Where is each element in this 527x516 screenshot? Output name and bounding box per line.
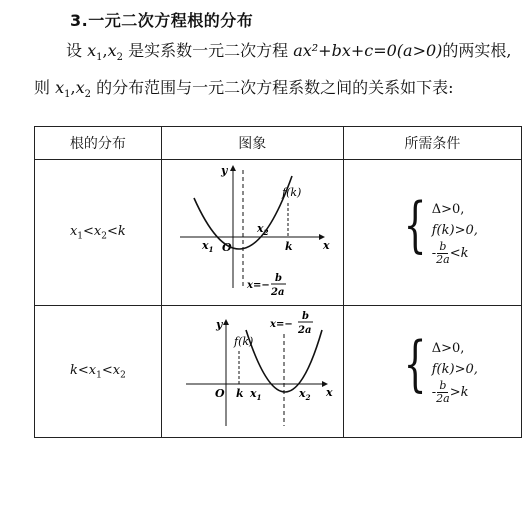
table-row <box>35 160 522 306</box>
intro-comma: , <box>102 41 108 60</box>
y-label: y <box>215 318 223 331</box>
section-heading: 3.一元二次方程根的分布 <box>70 11 254 30</box>
graph-cell <box>161 160 343 306</box>
intro-equation: ax²+bx+c=0(a>0) <box>293 41 443 60</box>
graph-cell <box>161 306 343 438</box>
k-label: k <box>235 387 244 400</box>
left-brace: { <box>403 329 427 399</box>
intro-comma-b: , <box>70 78 76 98</box>
fk-label: f(k) <box>233 335 254 348</box>
intro-x1: $x_1$ <box>87 41 103 64</box>
conditions-cell <box>343 160 521 306</box>
axis-equation-prefix: x=− <box>269 319 293 330</box>
parabola-curve <box>246 330 322 392</box>
x1-label: $x_1$ <box>249 387 262 402</box>
intro-text-1: 设 <box>66 41 83 60</box>
intro-text-4: 的分布范围与一元二次方程系数之间的关系如下表: <box>91 78 454 98</box>
x2-label: $x_2$ <box>256 222 269 237</box>
axis-equation-den: 2a <box>297 325 312 336</box>
header-distribution: 根的分布 <box>35 127 162 160</box>
intro-paragraph <box>34 36 522 110</box>
intro-x2-b: $x_2$ <box>75 78 92 101</box>
condition-delta: Δ>0, <box>431 202 465 217</box>
axis-equation-num: b <box>301 311 309 322</box>
table-header-row <box>35 127 522 160</box>
left-brace: { <box>403 190 427 260</box>
axis-equation-prefix: x=− <box>246 280 270 291</box>
intro-x2: $x_2$ <box>107 41 124 64</box>
parabola-graph-1 <box>162 160 343 301</box>
condition-axis: - $\frac{b}{2a}$ <k <box>431 240 469 266</box>
table-row <box>35 306 522 438</box>
axis-equation-num: b <box>274 273 282 284</box>
root-distribution-table <box>34 126 522 438</box>
conditions-cell <box>343 306 521 438</box>
condition-fk: f(k)>0, <box>431 223 478 238</box>
distribution-cell: $k<x_1<x_2$ <box>35 306 162 438</box>
y-label: y <box>220 164 228 177</box>
x-label: x <box>325 386 333 399</box>
header-graph: 图象 <box>161 127 343 160</box>
parabola-graph-2 <box>162 306 343 433</box>
fk-label: f(k) <box>281 186 302 199</box>
k-label: k <box>284 240 293 253</box>
x-label: x <box>322 239 330 252</box>
condition-delta: Δ>0, <box>431 341 465 356</box>
intro-text-3: 的两实根,则 <box>34 41 512 98</box>
x2-label: $x_2$ <box>298 387 311 402</box>
intro-text-2: 是实系数一元二次方程 <box>123 41 294 60</box>
origin-label: O <box>221 241 232 254</box>
intro-x1-b: $x_1$ <box>55 78 71 101</box>
header-conditions: 所需条件 <box>343 127 521 160</box>
condition-axis: - $\frac{b}{2a}$ >k <box>431 379 469 405</box>
condition-fk: f(k)>0, <box>431 362 478 377</box>
x1-label: $x_1$ <box>201 239 214 254</box>
origin-label: O <box>214 387 225 400</box>
axis-equation-den: 2a <box>270 287 285 298</box>
distribution-cell: $x_1<x_2<k$ <box>35 160 162 306</box>
